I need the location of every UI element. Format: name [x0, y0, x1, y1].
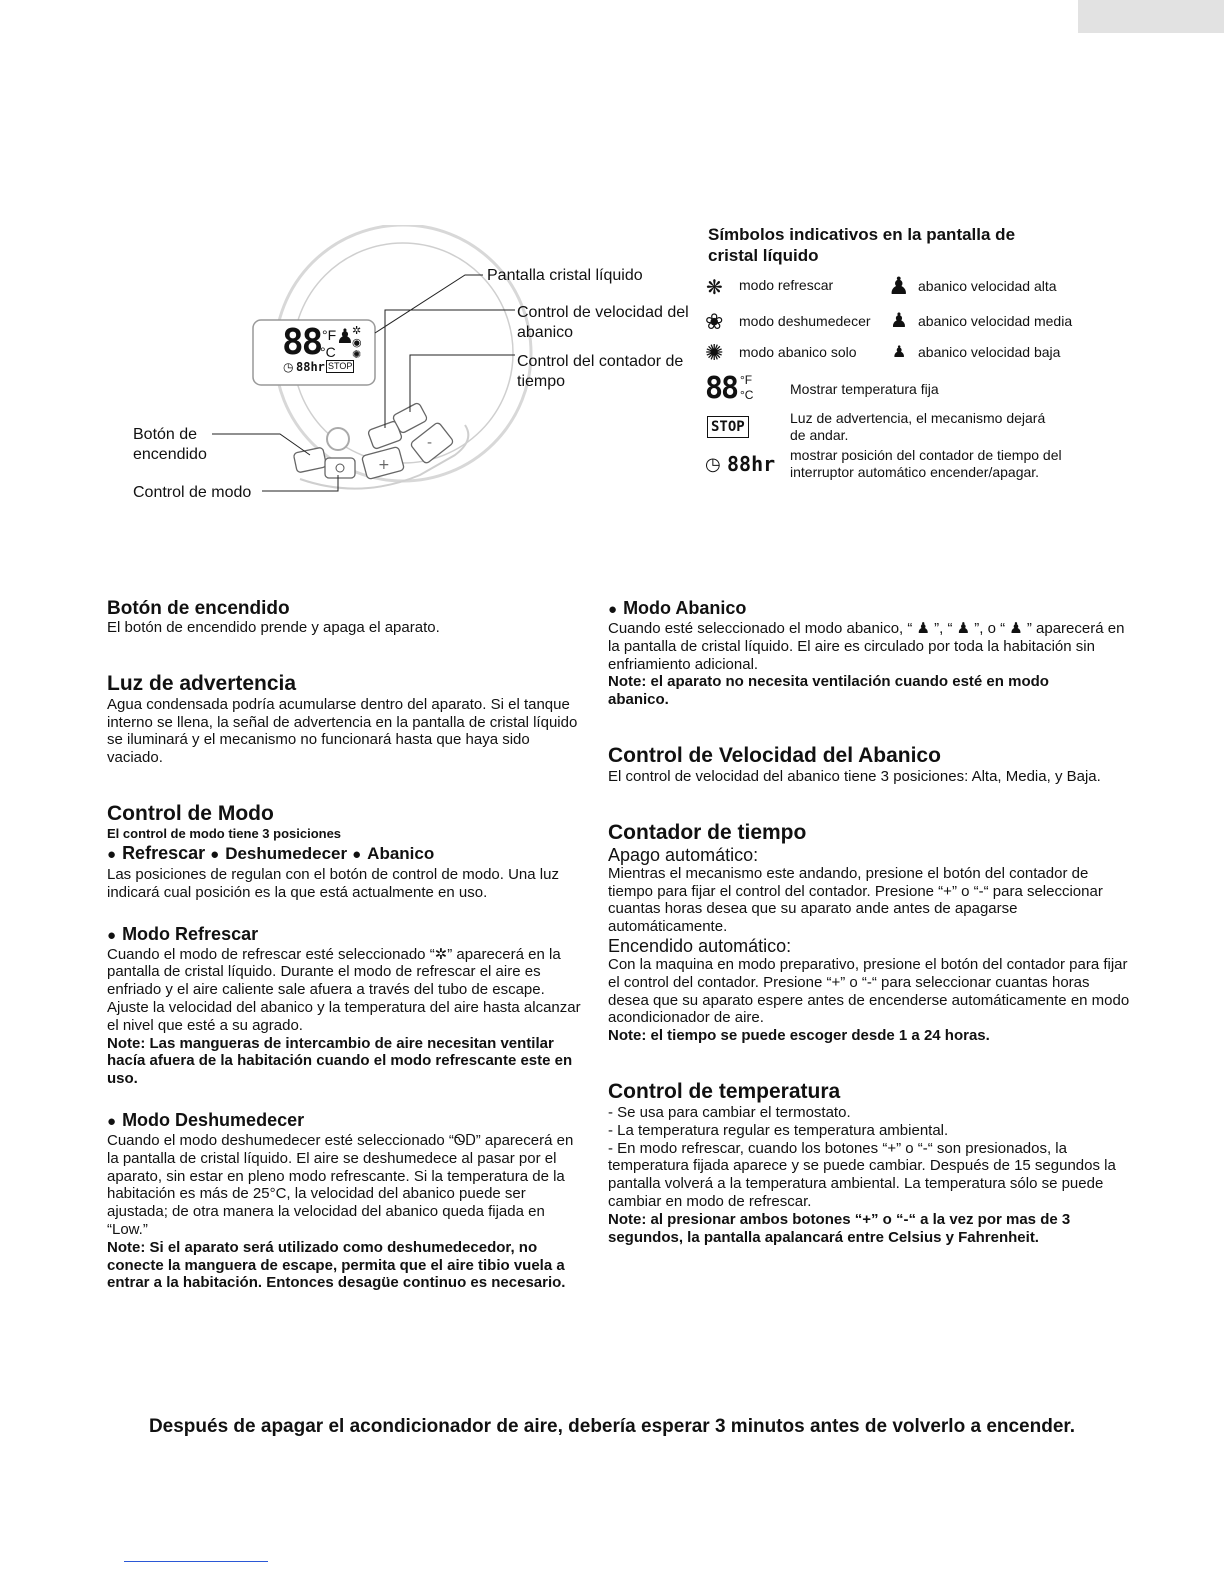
round-button — [327, 428, 349, 450]
fan-speed-text: El control de velocidad del abanico tiene 3 posiciones: Alta, Media, y Baja. — [608, 767, 1101, 785]
symbol-timer: mostrar posición del contador de tiempo del interruptor automático encender/apagar. — [790, 447, 1062, 480]
temperature-line-3: - En modo refrescar, cuando los botones “+” o “-“ son presionados, la temperatura fijada aparece y se puede cambiar. Después de 15 segundos la pantalla volverá a la temperatura ambiental. La temperatura sólo se puede cambiar en modo de refrescar. — [608, 1139, 1116, 1210]
temp-unit-c-icon: °C — [740, 388, 754, 402]
dehumidify-heading: ● Modo Deshumedecer — [107, 1110, 587, 1132]
fan-mode-heading: ● Modo Abanico — [608, 598, 1133, 620]
cool-text: Cuando el modo de refrescar esté seleccionado “✲” aparecerá en la pantalla de cristal líquido. Durante el modo de refrescar el aire es enfriado y el aire caliente sale afuera a través del tubo de escape. Ajuste la velocidad del abanico y la temperatura del aire hasta alcanzar el nivel que esté a su agrado. — [107, 945, 581, 1034]
fan-medium-icon: ♟ — [890, 310, 908, 332]
fan-speed-heading: Control de Velocidad del Abanico — [608, 743, 941, 767]
temperature-heading: Control de temperatura — [608, 1079, 841, 1103]
dehumidify-text: Cuando el modo deshumedecer esté seleccionado “ᏫᎠ” aparecerá en la pantalla de cristal líquido. El aire se deshumedece al pasar por el aparato, sin estar en pleno modo refrescante. Si la temperatura de la habitación es más de 25°C, la velocidad del abanico puede ser ajustada; de otra manera la velocidad del abanico queda fijada en “Low.” — [107, 1131, 574, 1238]
mode-heading: Control de Modo — [107, 801, 274, 825]
auto-off-text: Mientras el mecanismo este andando, presione el botón del contador de tiempo para fijar el control del contador. Presione “+” o “-“ para seleccionar cuantas horas desea que su aparato ande antes de apagarse automáticamente. — [608, 864, 1103, 936]
callout-timer: Control del contador de tiempo — [517, 353, 684, 390]
temp-unit-f-icon: °F — [740, 373, 753, 387]
symbol-cool: modo refrescar — [739, 277, 834, 293]
cool-icon: ❋ — [706, 277, 723, 299]
symbol-dehumidify: modo deshumedecer — [739, 313, 871, 329]
warning-text: Agua condensada podría acumularse dentro del aparato. Si el tanque interno se llena, la señal de advertencia en la pantalla de cristal líquido se iluminará y el mecanismo no funcionará hasta que haya sido vaciado. — [107, 695, 578, 767]
timer-note: Note: el tiempo se puede escoger desde 1 a 24 horas. — [608, 1027, 990, 1045]
timer-heading: Contador de tiempo — [608, 820, 807, 844]
auto-on-heading: Encendido automático: — [608, 935, 792, 956]
footer-warning: Después de apagar el acondicionador de aire, debería esperar 3 minutos antes de volverlo a encender. — [148, 1416, 1076, 1437]
mode-text: Las posiciones de regulan con el botón de control de modo. Una luz indicará cual posición es la que está actualmente en uso. — [107, 865, 559, 901]
symbol-fan-only: modo abanico solo — [739, 344, 857, 360]
page-tab — [1078, 0, 1224, 33]
minus-button-shape — [410, 422, 454, 465]
symbols-title: Símbolos indicativos en la pantalla de cristal líquido — [708, 225, 1016, 265]
stop-icon: STOP — [707, 416, 749, 438]
temp-digits-icon: 88 — [705, 371, 738, 406]
temperature-line-1: - Se usa para cambiar el termostato. — [608, 1103, 851, 1121]
plus-button-shape — [362, 446, 405, 479]
dehumidify-icon: ❀ — [705, 309, 724, 334]
fan-mode-note: Note: el aparato no necesita ventilación cuando esté en modo abanico. — [608, 673, 1049, 709]
mode-option-fan: ● Abanico — [352, 844, 434, 863]
lcd-temperature-digits: 88 — [282, 322, 322, 363]
warning-heading: Luz de advertencia — [107, 671, 297, 695]
svg-text:-: - — [427, 435, 433, 451]
lcd-unit-c: °C — [320, 344, 336, 360]
callout-power: Botón de encendido — [133, 426, 207, 463]
callout-fan-speed: Control de velocidad del abanico — [517, 304, 689, 341]
cool-heading: ● Modo Refrescar — [107, 924, 587, 946]
mode-options — [107, 842, 587, 866]
left-column — [107, 598, 587, 1292]
callout-mode: Control de modo — [133, 484, 252, 501]
power-button-shape — [293, 447, 327, 473]
lcd-mode-icons: ✲ ◉ ✺ — [352, 325, 362, 361]
cool-note: Note: Las mangueras de intercambio de aire necesitan ventilar hacía afuera de la habitación cuando el modo refrescante este en uso. — [107, 1034, 573, 1088]
timer-hours-icon: 88hr — [727, 452, 776, 476]
fan-mode-text: Cuando esté seleccionado el modo abanico, “ ♟ ”, “ ♟ ”, o “ ♟ ” aparecerá en la pantalla de cristal líquido. El aire es circulado por toda la habitación sin enfriamiento adicional. — [608, 620, 1125, 673]
mode-option-cool: ● Refrescar — [107, 843, 205, 863]
timer-clock-icon: ◷ — [705, 454, 721, 474]
fan-low-icon: ♟ — [892, 344, 907, 361]
symbol-fan-high: abanico velocidad alta — [918, 278, 1057, 294]
divider-line — [124, 1561, 268, 1562]
symbol-warning: Luz de advertencia, el mecanismo dejará de andar. — [790, 410, 1046, 443]
dehumidify-note: Note: Si el aparato será utilizado como deshumedecedor, no conecte la manguera de escape, permita que el aire tibio vuela a entrar a la habitación. Entonces desagüe continuo es necesario. — [107, 1238, 566, 1292]
symbol-fan-medium: abanico velocidad media — [918, 313, 1073, 329]
power-heading: Botón de encendido — [107, 598, 290, 619]
fan-only-icon: ✺ — [705, 340, 724, 365]
temperature-line-2: - La temperatura regular es temperatura ambiental. — [608, 1121, 949, 1139]
lcd-unit-f: °F — [322, 327, 337, 343]
mode-option-dehumidify: ● Deshumedecer — [210, 844, 347, 863]
mode-button-shape — [325, 458, 355, 478]
lcd-fan-icon: ♟ — [336, 326, 354, 348]
power-text: El botón de encendido prende y apaga el aparato. — [107, 619, 440, 636]
mode-subheading: El control de modo tiene 3 posiciones — [107, 825, 342, 841]
auto-on-text: Con la maquina en modo preparativo, presione el botón del contador para fijar el control del contador. Presione “+” o “-“ para seleccionar cuantas horas desea que su aparato espere antes de encenderse automáticamente en modo acondicionador de aire. — [608, 955, 1130, 1027]
symbol-fan-low: abanico velocidad baja — [918, 344, 1061, 360]
lcd-clock-icon: ◷ — [283, 360, 294, 374]
temperature-note: Note: al presionar ambos botones “+” o “-“ a la vez por mas de 3 segundos, la pantalla apalancará entre Celsius y Fahrenheit. — [608, 1210, 1071, 1246]
right-column — [608, 598, 1133, 1246]
callout-lcd: Pantalla cristal líquido — [487, 267, 643, 284]
auto-off-heading: Apago automático: — [608, 844, 759, 865]
svg-text:+: + — [378, 457, 390, 473]
symbol-temp: Mostrar temperatura fija — [790, 381, 939, 397]
lcd-stop-box: STOP — [328, 361, 353, 371]
fan-high-icon: ♟ — [888, 273, 910, 300]
lcd-hours: 88hr — [296, 360, 325, 374]
